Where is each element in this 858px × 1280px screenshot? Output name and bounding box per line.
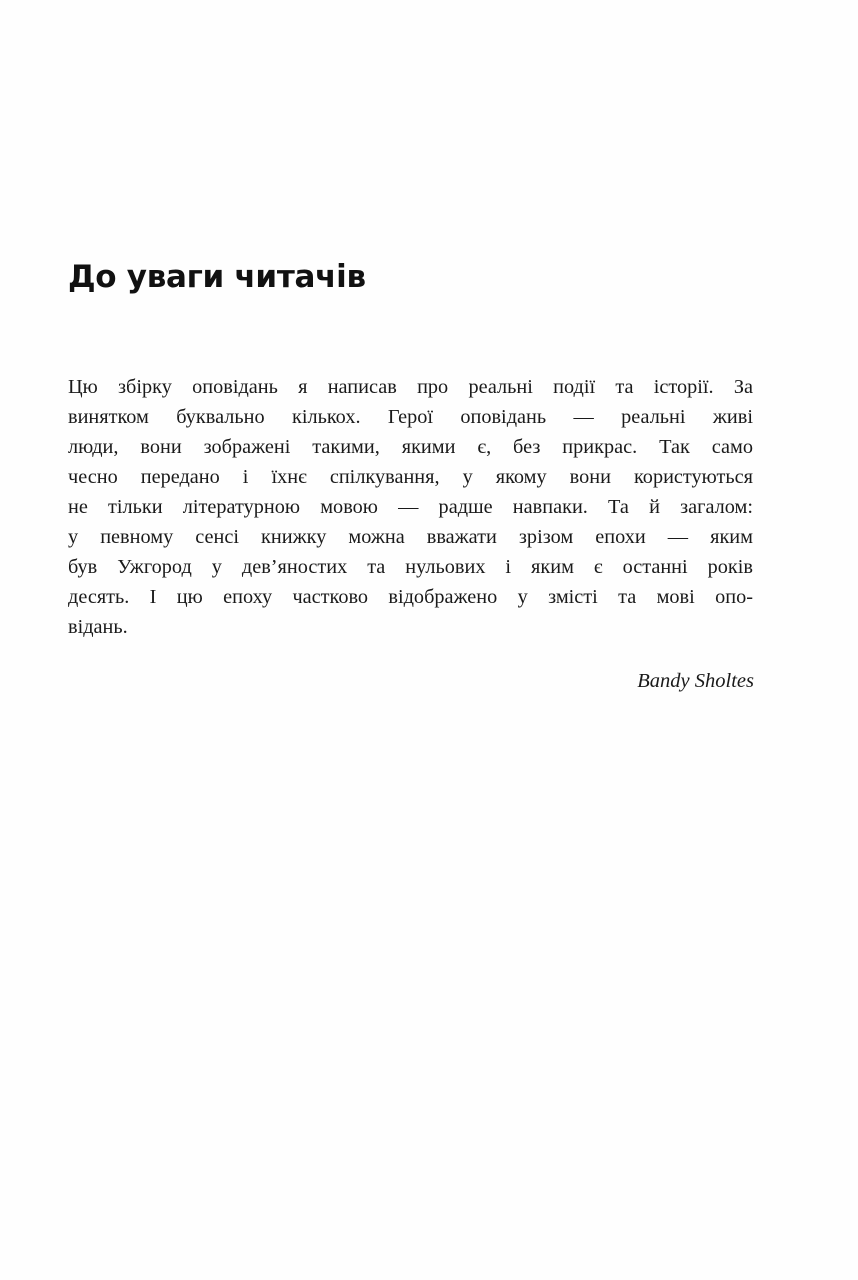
paragraph-line: був Ужгород у дев’яностих та нульових і яким є останні років	[68, 556, 753, 578]
author-signature: Bandy Sholtes	[637, 670, 754, 692]
paragraph-line: у певному сенсі книжку можна вважати зрізом епохи — яким	[68, 526, 753, 548]
paragraph-line: Цю збірку оповідань я написав про реальні події та історії. За	[68, 376, 753, 398]
paragraph-line: винятком буквально кількох. Герої оповідань — реальні живі	[68, 406, 753, 428]
paragraph-line: чесно передано і їхнє спілкування, у якому вони користуються	[68, 466, 753, 488]
paragraph-line: десять. І цю епоху частково відображено у змісті та мові опо-	[68, 586, 753, 608]
paragraph-line: відань.	[68, 616, 128, 638]
foreword-paragraph	[68, 372, 753, 642]
page-title: До уваги читачів	[68, 259, 366, 295]
paragraph-line: люди, вони зображені такими, якими є, без прикрас. Так само	[68, 436, 753, 458]
paragraph-line: не тільки літературною мовою — радше навпаки. Та й загалом:	[68, 496, 753, 518]
